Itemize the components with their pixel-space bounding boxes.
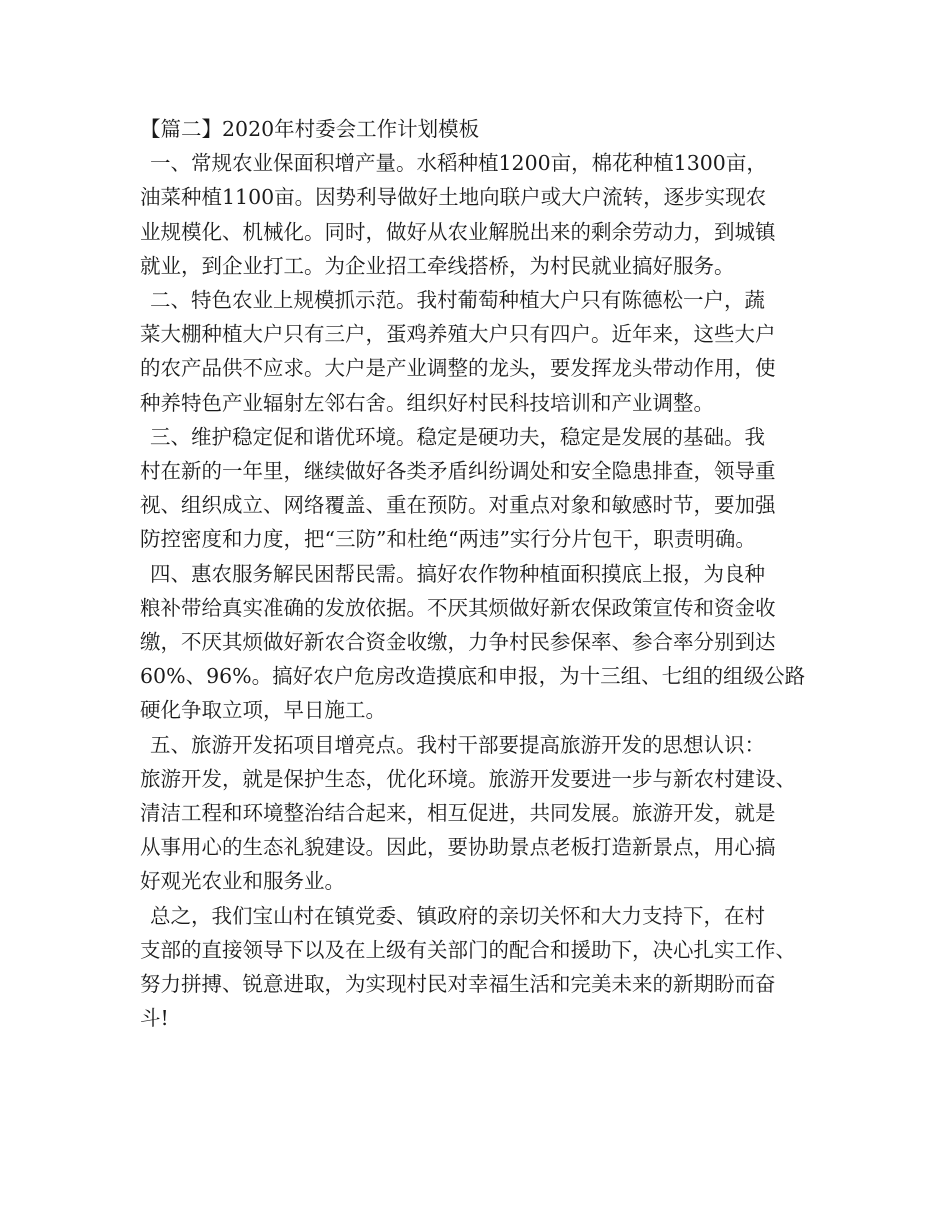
paragraph-line: 就业，到企业打工。为企业招工牵线搭桥，为村民就业搞好服务。 xyxy=(140,253,735,278)
paragraph-line: 一、常规农业保面积增产量。水稻种植1200亩，棉花种植1300亩， xyxy=(150,151,767,176)
paragraph-line: 斗! xyxy=(140,1006,169,1031)
paragraph-line: 二、特色农业上规模抓示范。我村葡萄种植大户只有陈德松一户，蔬 xyxy=(150,288,765,313)
paragraph-stability xyxy=(140,420,830,557)
paragraph-line: 硬化争取立项，早日施工。 xyxy=(140,698,386,723)
paragraph-line: 缴，不厌其烦做好新农合资金收缴，力争村民参保率、参合率分别到达 xyxy=(140,630,776,655)
paragraph-line: 视、组织成立、网络覆盖、重在预防。对重点对象和敏感时节，要加强 xyxy=(140,493,776,518)
paragraph-line: 五、旅游开发拓项目增亮点。我村干部要提高旅游开发的思想认识： xyxy=(150,732,765,757)
paragraph-line: 60%、96%。搞好农户危房改造摸底和申报，为十三组、七组的组级公路 xyxy=(140,664,806,689)
paragraph-line: 种养特色产业辐射左邻右舍。组织好村民科技培训和产业调整。 xyxy=(140,390,714,415)
paragraph-tourism xyxy=(140,728,830,899)
paragraph-line: 菜大棚种植大户只有三户，蛋鸡养殖大户只有四户。近年来，这些大户 xyxy=(140,322,776,347)
document-body xyxy=(140,112,830,1035)
paragraph-line: 的农产品供不应求。大户是产业调整的龙头，要发挥龙头带动作用，使 xyxy=(140,356,776,381)
paragraph-line: 旅游开发，就是保护生态，优化环境。旅游开发要进一步与新农村建设、 xyxy=(140,766,796,791)
paragraph-line: 油菜种植1100亩。因势利导做好土地向联户或大户流转，逐步实现农 xyxy=(140,185,767,210)
paragraph-line: 三、维护稳定促和谐优环境。稳定是硬功夫，稳定是发展的基础。我 xyxy=(150,424,765,449)
paragraph-line: 支部的直接领导下以及在上级有关部门的配合和援助下，决心扎实工作、 xyxy=(140,937,796,962)
paragraph-line: 业规模化、机械化。同时，做好从农业解脱出来的剩余劳动力，到城镇 xyxy=(140,219,776,244)
paragraph-line: 清洁工程和环境整治结合起来，相互促进，共同发展。旅游开发，就是 xyxy=(140,801,776,826)
paragraph-line: 村在新的一年里，继续做好各类矛盾纠纷调处和安全隐患排查，领导重 xyxy=(140,459,776,484)
paragraph-line: 粮补带给真实准确的发放依据。不厌其烦做好新农保政策宣传和资金收 xyxy=(140,595,776,620)
paragraph-line: 好观光农业和服务业。 xyxy=(140,869,345,894)
document-title: 【篇二】2020年村委会工作计划模板 xyxy=(140,117,480,141)
paragraph-agriculture xyxy=(140,146,830,283)
paragraph-line: 努力拼搏、锐意进取，为实现村民对幸福生活和完美未来的新期盼而奋 xyxy=(140,972,776,997)
paragraph-line: 防控密度和力度，把“三防”和杜绝“两违”实行分片包干，职责明确。 xyxy=(140,527,756,552)
paragraph-conclusion xyxy=(140,899,830,1036)
paragraph-line: 总之，我们宝山村在镇党委、镇政府的亲切关怀和大力支持下，在村 xyxy=(150,903,765,928)
paragraph-line: 四、惠农服务解民困帮民需。搞好农作物种植面积摸底上报，为良种 xyxy=(150,561,765,586)
paragraph-line: 从事用心的生态礼貌建设。因此，要协助景点老板打造新景点，用心搞 xyxy=(140,835,776,860)
paragraph-specialty-agriculture xyxy=(140,283,830,420)
paragraph-farmer-services xyxy=(140,557,830,728)
